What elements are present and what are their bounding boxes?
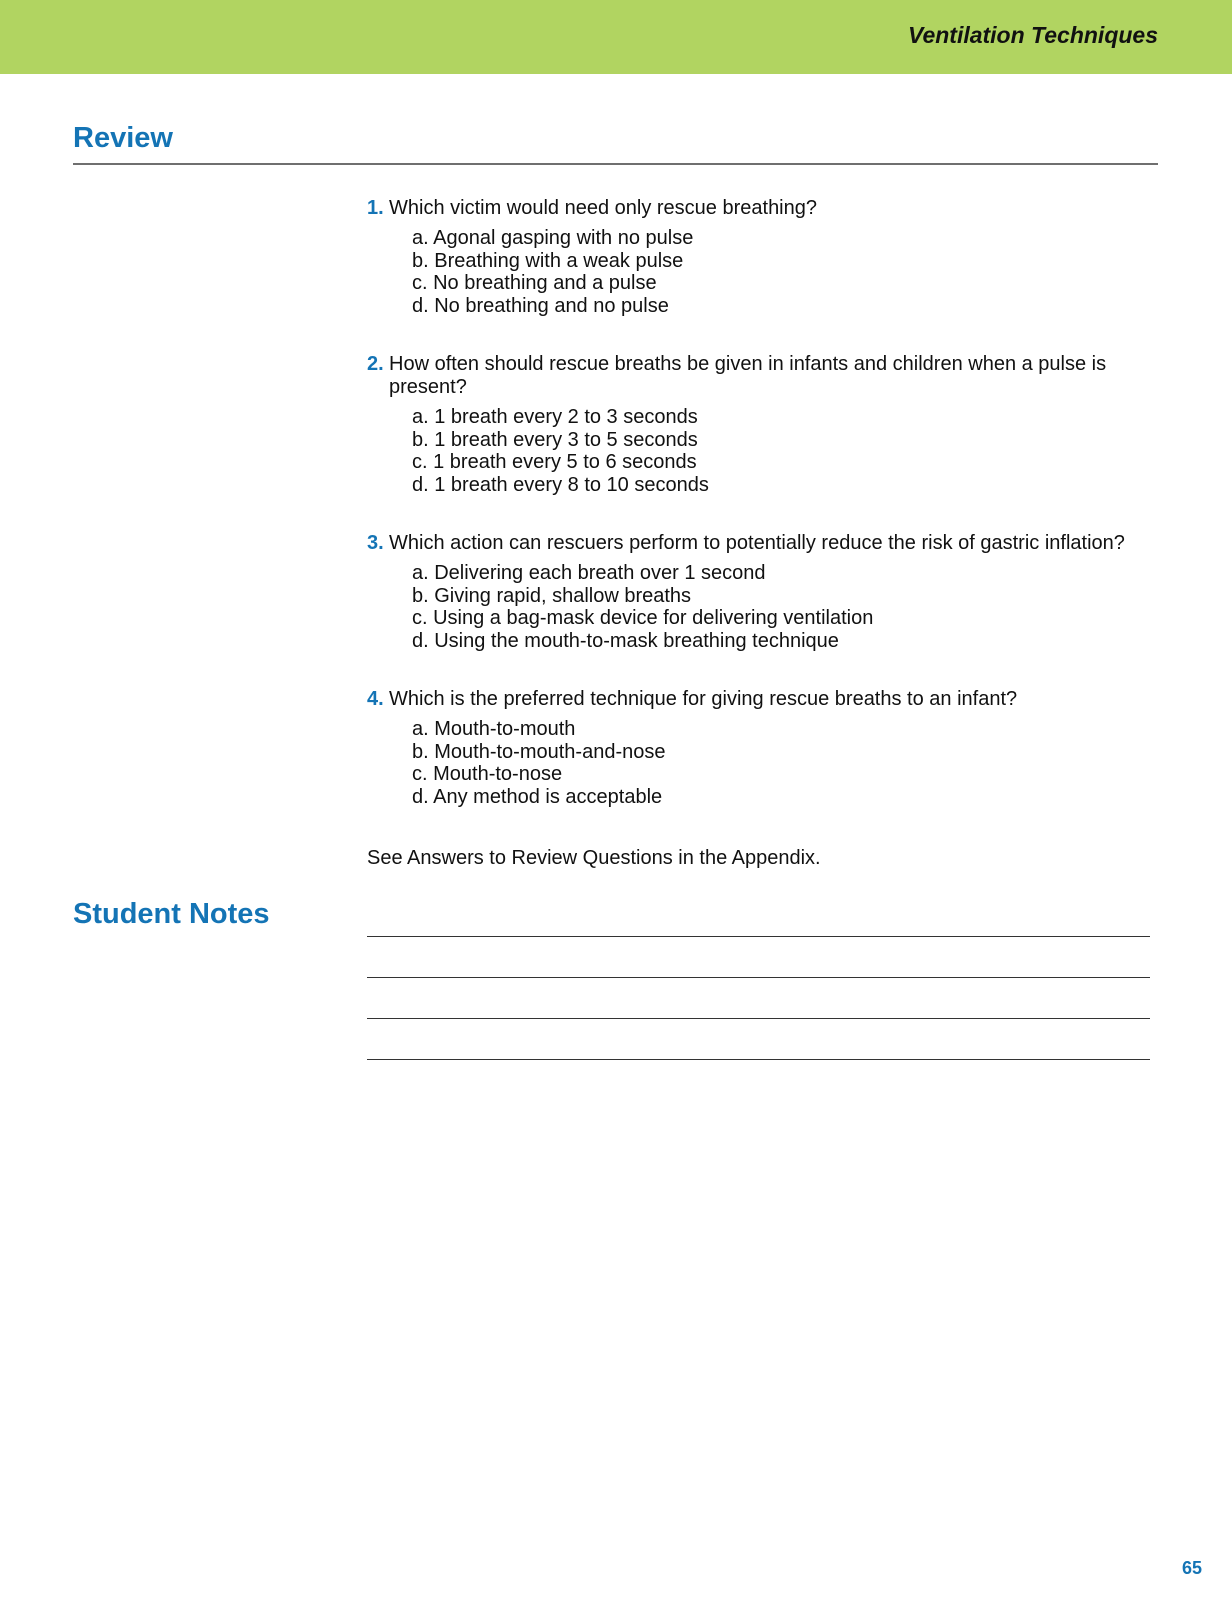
answer-option: b. Giving rapid, shallow breaths xyxy=(412,584,692,607)
answer-option: b. Breathing with a weak pulse xyxy=(412,249,684,272)
question-number: 2. xyxy=(367,353,384,375)
answer-option: d. 1 breath every 8 to 10 seconds xyxy=(412,473,709,496)
question-number: 3. xyxy=(367,532,384,554)
question-stem xyxy=(367,688,1157,711)
answer-option: a. Agonal gasping with no pulse xyxy=(412,227,694,249)
student-notes-heading: Student Notes xyxy=(73,898,270,930)
question-text: How often should rescue breaths be given in infants and children when a pulse is present? xyxy=(389,353,1107,398)
running-header-title: Ventilation Techniques xyxy=(907,22,1158,48)
question-text: Which is the preferred technique for giving rescue breaths to an infant? xyxy=(389,688,1018,710)
answer-option: d. Any method is acceptable xyxy=(412,785,663,808)
question-text: Which victim would need only rescue breathing? xyxy=(389,197,817,219)
question-stem xyxy=(367,532,1157,555)
question-2 xyxy=(367,353,1157,496)
answer-option: c. Mouth-to-nose xyxy=(412,763,563,785)
answer-option: b. Mouth-to-mouth-and-nose xyxy=(412,740,666,763)
question-1 xyxy=(367,197,1157,317)
answer-options xyxy=(367,227,1157,317)
page-number: 65 xyxy=(1181,1558,1202,1578)
question-4 xyxy=(367,688,1157,808)
answer-option: d. No breathing and no pulse xyxy=(412,294,669,317)
question-text: Which action can rescuers perform to potentially reduce the risk of gastric inflation? xyxy=(389,532,1125,554)
answer-options xyxy=(367,718,1157,808)
notes-writing-line xyxy=(367,1018,1150,1019)
question-stem xyxy=(367,197,1157,220)
review-divider xyxy=(73,163,1158,165)
answer-option: a. Mouth-to-mouth xyxy=(412,718,576,740)
answer-option: b. 1 breath every 3 to 5 seconds xyxy=(412,428,698,451)
question-number: 4. xyxy=(367,688,384,710)
answer-option: c. No breathing and a pulse xyxy=(412,272,657,294)
answers-reference-note: See Answers to Review Questions in the Appendix. xyxy=(367,847,821,869)
answer-option: d. Using the mouth-to-mask breathing technique xyxy=(412,629,839,652)
answer-option: c. Using a bag-mask device for delivering ventilation xyxy=(412,607,874,629)
question-stem xyxy=(367,353,1157,399)
answer-option: a. Delivering each breath over 1 second xyxy=(412,562,766,584)
notes-writing-line xyxy=(367,1059,1150,1060)
header-band xyxy=(0,0,1232,74)
review-heading: Review xyxy=(73,122,173,154)
review-questions xyxy=(367,197,1157,844)
answer-options xyxy=(367,406,1157,496)
question-number: 1. xyxy=(367,197,384,219)
question-3 xyxy=(367,532,1157,652)
notes-writing-line xyxy=(367,936,1150,937)
answer-options xyxy=(367,562,1157,652)
notes-writing-line xyxy=(367,977,1150,978)
answer-option: c. 1 breath every 5 to 6 seconds xyxy=(412,451,697,473)
answer-option: a. 1 breath every 2 to 3 seconds xyxy=(412,406,698,428)
